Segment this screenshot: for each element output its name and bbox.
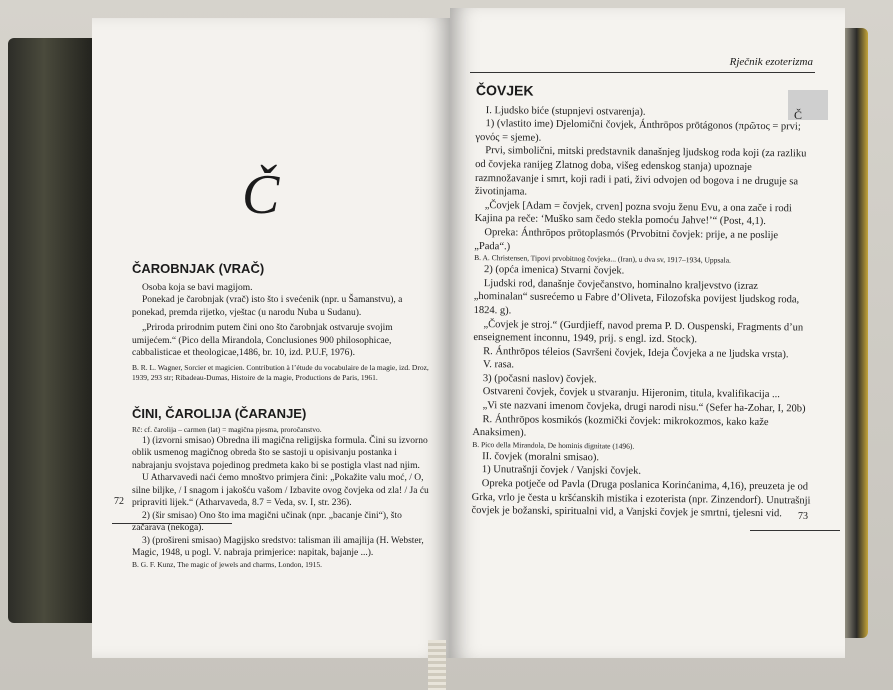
bibliography: B. G. F. Kunz, The magic of jewels and charms, London, 1915. xyxy=(132,559,323,569)
text-line: R. Ánthrōpos téleios (Savršeni čovjek, Ideja Čovjeka a ne ljudska vrsta). xyxy=(483,345,789,360)
book-cover-left xyxy=(8,38,98,623)
page-number: 73 xyxy=(798,511,808,522)
text-line: „Čovjek [Adam = čovjek, crven] pozna svoju ženu Evu, a ona zače i rodi Kajina pa reče: ‘Muško sam čedo stekla pomoću Jahve!’“ (Post, 4,1). xyxy=(474,199,792,228)
entry-heading: ČOVJEK xyxy=(475,82,534,99)
text-line: R. Ánthrōpos kosmikós (kozmički čovjek: mikrokozmos, kako kaže Anaksimen). xyxy=(472,413,769,439)
text-line: Opreka potječe od Pavla (Druga poslanica Korinćanima, 4,16), preuzeta je od Grka, vrlo je česta u kršćanskih mistika i ezoterista (npr. Zinzendorf). Unutrašnji čovjek je božanski, spiritualni vid, a Vanjski čovjek je smrtni, tjelesni vid. xyxy=(471,478,811,520)
paragraph: Osoba koja se bavi magijom. xyxy=(142,282,253,293)
text-line: 1) Unutrašnji čovjek / Vanjski čovjek. xyxy=(481,464,642,478)
text-line: 2) (opća imenica) Stvarni čovjek. xyxy=(483,264,625,277)
text-line: 3) (počasni naslov) čovjek. xyxy=(482,372,597,386)
text-line: „Čovjek je stroj.“ (Gurdjieff, navod prema P. D. Ouspenski, Fragments d’un enseignement inconnu, 1949, prij. s engl. izd. Stock). xyxy=(473,318,804,346)
entry-heading: ČINI, ČAROLIJA (ČARANJE) xyxy=(132,406,307,421)
bibliography: B. R. L. Wagner, Sorcier et magicien. Contribution à l’étude du vocabulaire de la magie, izd. Droz, 1939, 293 str; Ribadeau-Dumas, Histoire de la magie, Productions de Paris, 1961. xyxy=(132,362,429,382)
thumb-index-letter: Č xyxy=(794,108,803,122)
text-line: Ljudski rod, današnje čovječanstvo, hominalno kraljevstvo (izraz „hominalan“ susrećemo u Fabre d’Oliveta, Filozofska povijest ljudskog roda, 1824. g). xyxy=(473,277,800,317)
entry-heading: ČAROBNJAK (VRAČ) xyxy=(132,261,265,276)
text-line: Ostvareni čovjek, čovjek u stvaranju. Hijeronim, titula, kvalifikacija ... xyxy=(482,386,780,401)
page-number: 72 xyxy=(114,496,124,507)
text-line: 1) (vlastito ime) Djelomični čovjek, Ánthrōpos prōtágonos (πρῶτος = prvi; γονός = sjeme). xyxy=(475,118,801,144)
running-head: Rječnik ezoterizma xyxy=(729,56,813,68)
left-page xyxy=(92,18,450,658)
quote: „Priroda prirodnim putem čini ono što čarobnjak ostvaruje svojim umijećem.“ (Pico della Mirandola, Conclusiones 900 philosophicae, cabbalisticae et theologicae,1486, br. 10, izd. P.U.F, 1976). xyxy=(132,323,393,358)
paragraph: 3) (prošireni smisao) Magijsko sredstvo: talisman ili amajlija (H. Webster, Magic, 1948, u pogl. V. nabraja primjerice: napitak, bajanje ...). xyxy=(132,535,424,558)
bibliography: B. Pico della Mirandola, De hominis dignitate (1496). xyxy=(472,439,635,451)
entry-carobnjak xyxy=(132,263,432,383)
page-rule xyxy=(750,530,840,531)
entry-covjek xyxy=(471,84,816,521)
paragraph: Ponekad je čarobnjak (vrač) isto što i svećenik (npr. u Šamanstvu), a ponekad, premda rijetko, vještac (u narodu Nuba u Sudanu). xyxy=(132,295,403,318)
text-line: V. rasa. xyxy=(483,359,515,371)
text-line: „Vi ste nazvani imenom čovjeka, drugi narodi nisu.“ (Sefer ha-Zohar, I, 20b) xyxy=(482,400,806,415)
text-line: Opreka: Ánthrōpos prōtoplasmós (Prvobitni čovjek: prije, a ne poslije „Pada“.) xyxy=(474,227,779,252)
bookmark-ribbon xyxy=(428,640,446,690)
header-rule xyxy=(470,72,815,73)
right-page xyxy=(450,8,845,658)
paragraph: U Atharvavedi naći ćemo mnoštvo primjera čini: „Pokažite valu moć, / O, silne biljke, / I snagom i jakošću vašom / Izbavite ovog čovjeka od zla! / Ja ću pripraviti lijek.“ (Atharvaveda, 8.7 = Veda, sv. I, str. 236). xyxy=(132,473,429,508)
text-line: Prvi, simbolični, mitski predstavnik današnjeg ljudskog roda koji (za razliku od čovjeka ranijeg Zlatnog doba, višeg edenskog stanja) upoznaje razmnožavanje i smrt, koji radi i pati, živi odvojen od bogova i ne druguje sa životinjama. xyxy=(474,145,807,198)
section-letter: Č xyxy=(242,164,280,226)
entry-cini xyxy=(132,408,432,570)
paragraph: 2) (šir smisao) Ono što ima magični učinak (npr. „bacanje čini“), što začarava (nekoga). xyxy=(132,510,402,533)
page-rule xyxy=(112,523,232,524)
bibliography: B. A. Christensen, Tipovi prvobitnog čovjeka... (Iran), u dva sv, 1917–1934, Uppsala. xyxy=(474,253,732,265)
paragraph: 1) (izvorni smisao) Obredna ili magična religijska formula. Čini su izvorno oblik usmenog magičnog obreda što se sastoji u opisivanju postanka i nabrajanju svojstava pojedinog predmeta kako bi se postigla vlast nad njim. xyxy=(132,435,428,471)
etymology: Rč: cf. čarolija – carmen (lat) = magična pjesma, proročanstvo. xyxy=(132,424,322,434)
text-line: II. čovjek (moralni smisao). xyxy=(482,450,600,464)
text-line: I. Ljudsko biće (stupnjevi ostvarenja). xyxy=(485,104,646,118)
